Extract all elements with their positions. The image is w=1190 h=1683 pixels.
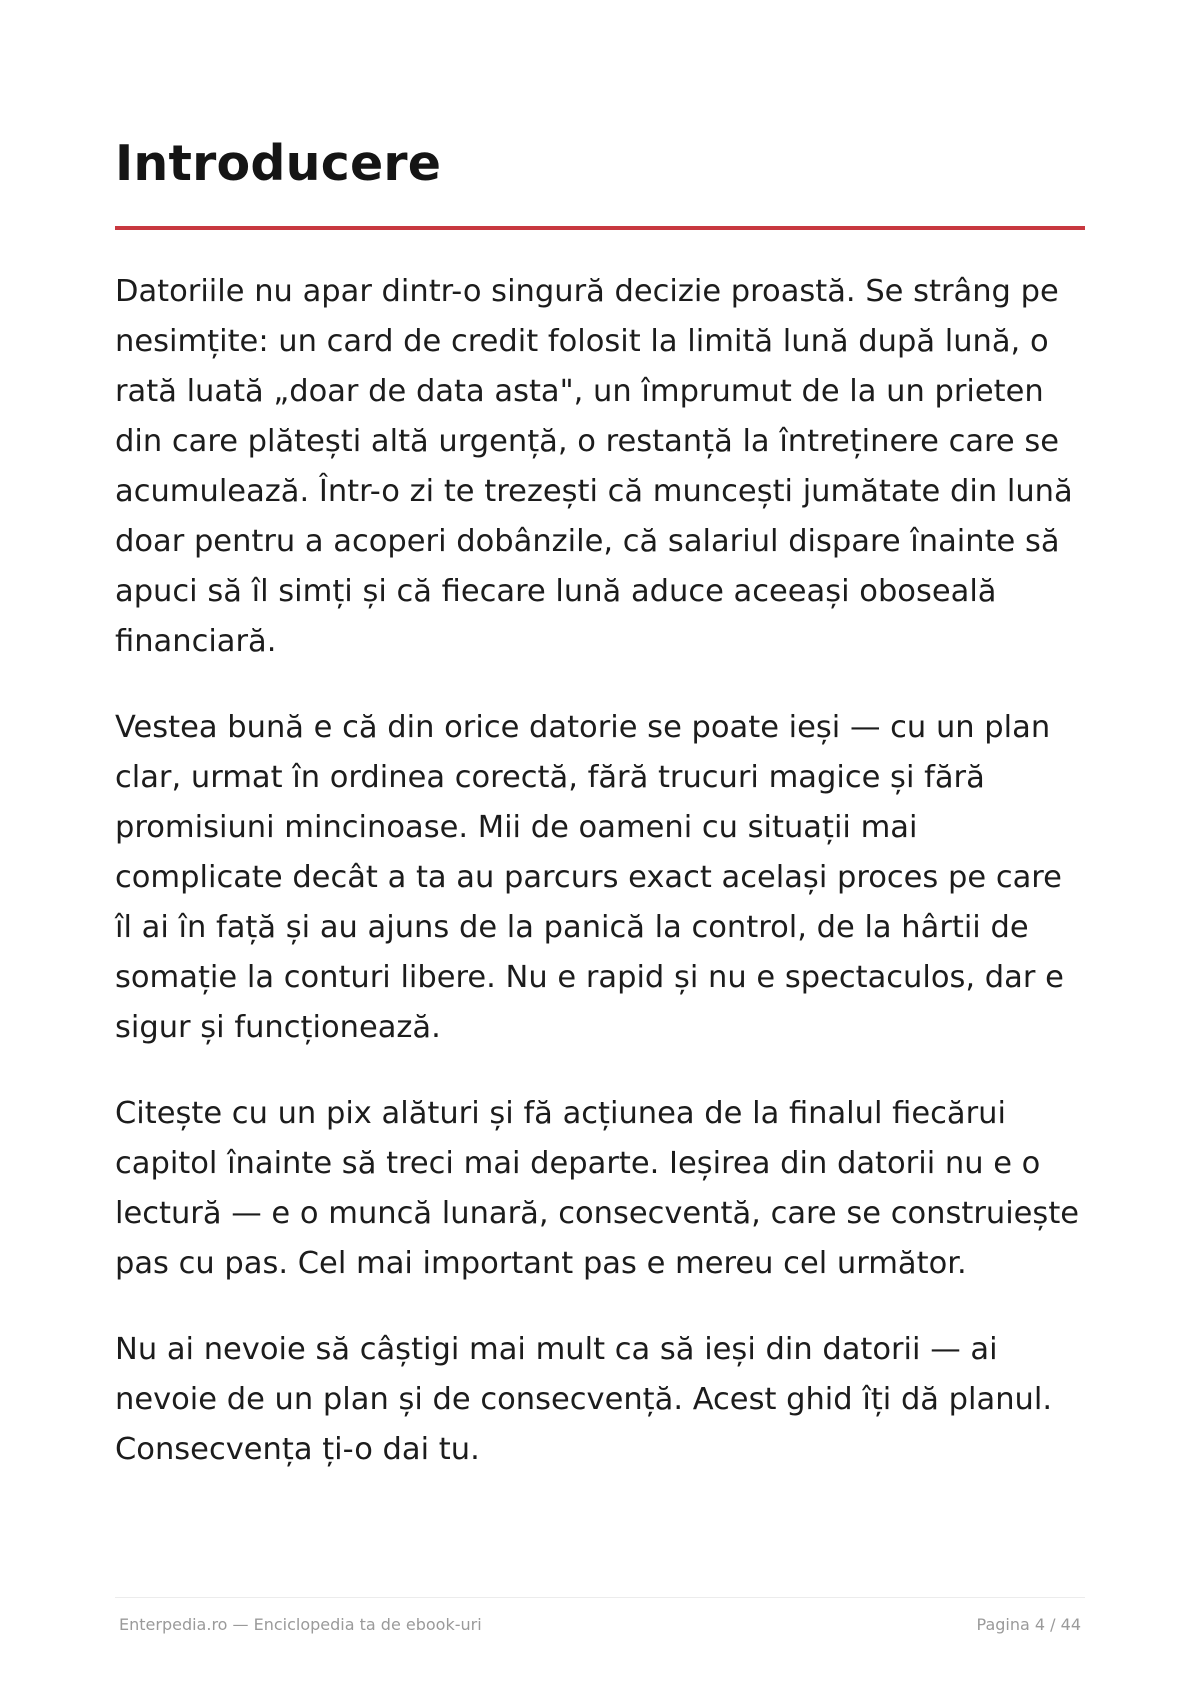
footer-site-name: Enterpedia.ro — Enciclopedia ta de ebook-uri bbox=[119, 1615, 482, 1634]
title-divider bbox=[115, 226, 1085, 230]
paragraph-1: Datoriile nu apar dintr-o singură decizie proastă. Se strâng pe nesimțite: un card de credit folosit la limită lună după lună, o rată luată „doar de data asta", un împrumut de la un prieten din care plătești altă urgență, o restanță la întreținere care se acumulează. Într-o zi te trezești că muncești jumătate din lună doar pentru a acoperi dobânzile, că salariul dispare înainte să apuci să îl simți și că fiecare lună aduce aceeași oboseală financiară. bbox=[115, 274, 1073, 659]
page-title: Introducere bbox=[115, 135, 442, 192]
body-text bbox=[115, 267, 1085, 1511]
document-page bbox=[115, 0, 1085, 1683]
footer-divider bbox=[115, 1597, 1085, 1598]
paragraph-3: Citește cu un pix alături și fă acțiunea de la finalul fiecărui capitol înainte să treci mai departe. Ieșirea din datorii nu e o lectură — e o muncă lunară, consecventă, care se construiește pas cu pas. Cel mai important pas e mereu cel următor. bbox=[115, 1096, 1080, 1281]
footer-page-number: Pagina 4 / 44 bbox=[976, 1615, 1081, 1634]
paragraph-4: Nu ai nevoie să câștigi mai mult ca să ieși din datorii — ai nevoie de un plan și de consecvență. Acest ghid îți dă planul. Consecvența ți-o dai tu. bbox=[115, 1332, 1053, 1467]
paragraph-2: Vestea bună e că din orice datorie se poate ieși — cu un plan clar, urmat în ordinea corectă, fără trucuri magice și fără promisiuni mincinoase. Mii de oameni cu situații mai complicate decât a ta au parcurs exact același proces pe care îl ai în față și au ajuns de la panică la control, de la hârtii de somație la conturi libere. Nu e rapid și nu e spectaculos, dar e sigur și funcționează. bbox=[115, 710, 1064, 1045]
